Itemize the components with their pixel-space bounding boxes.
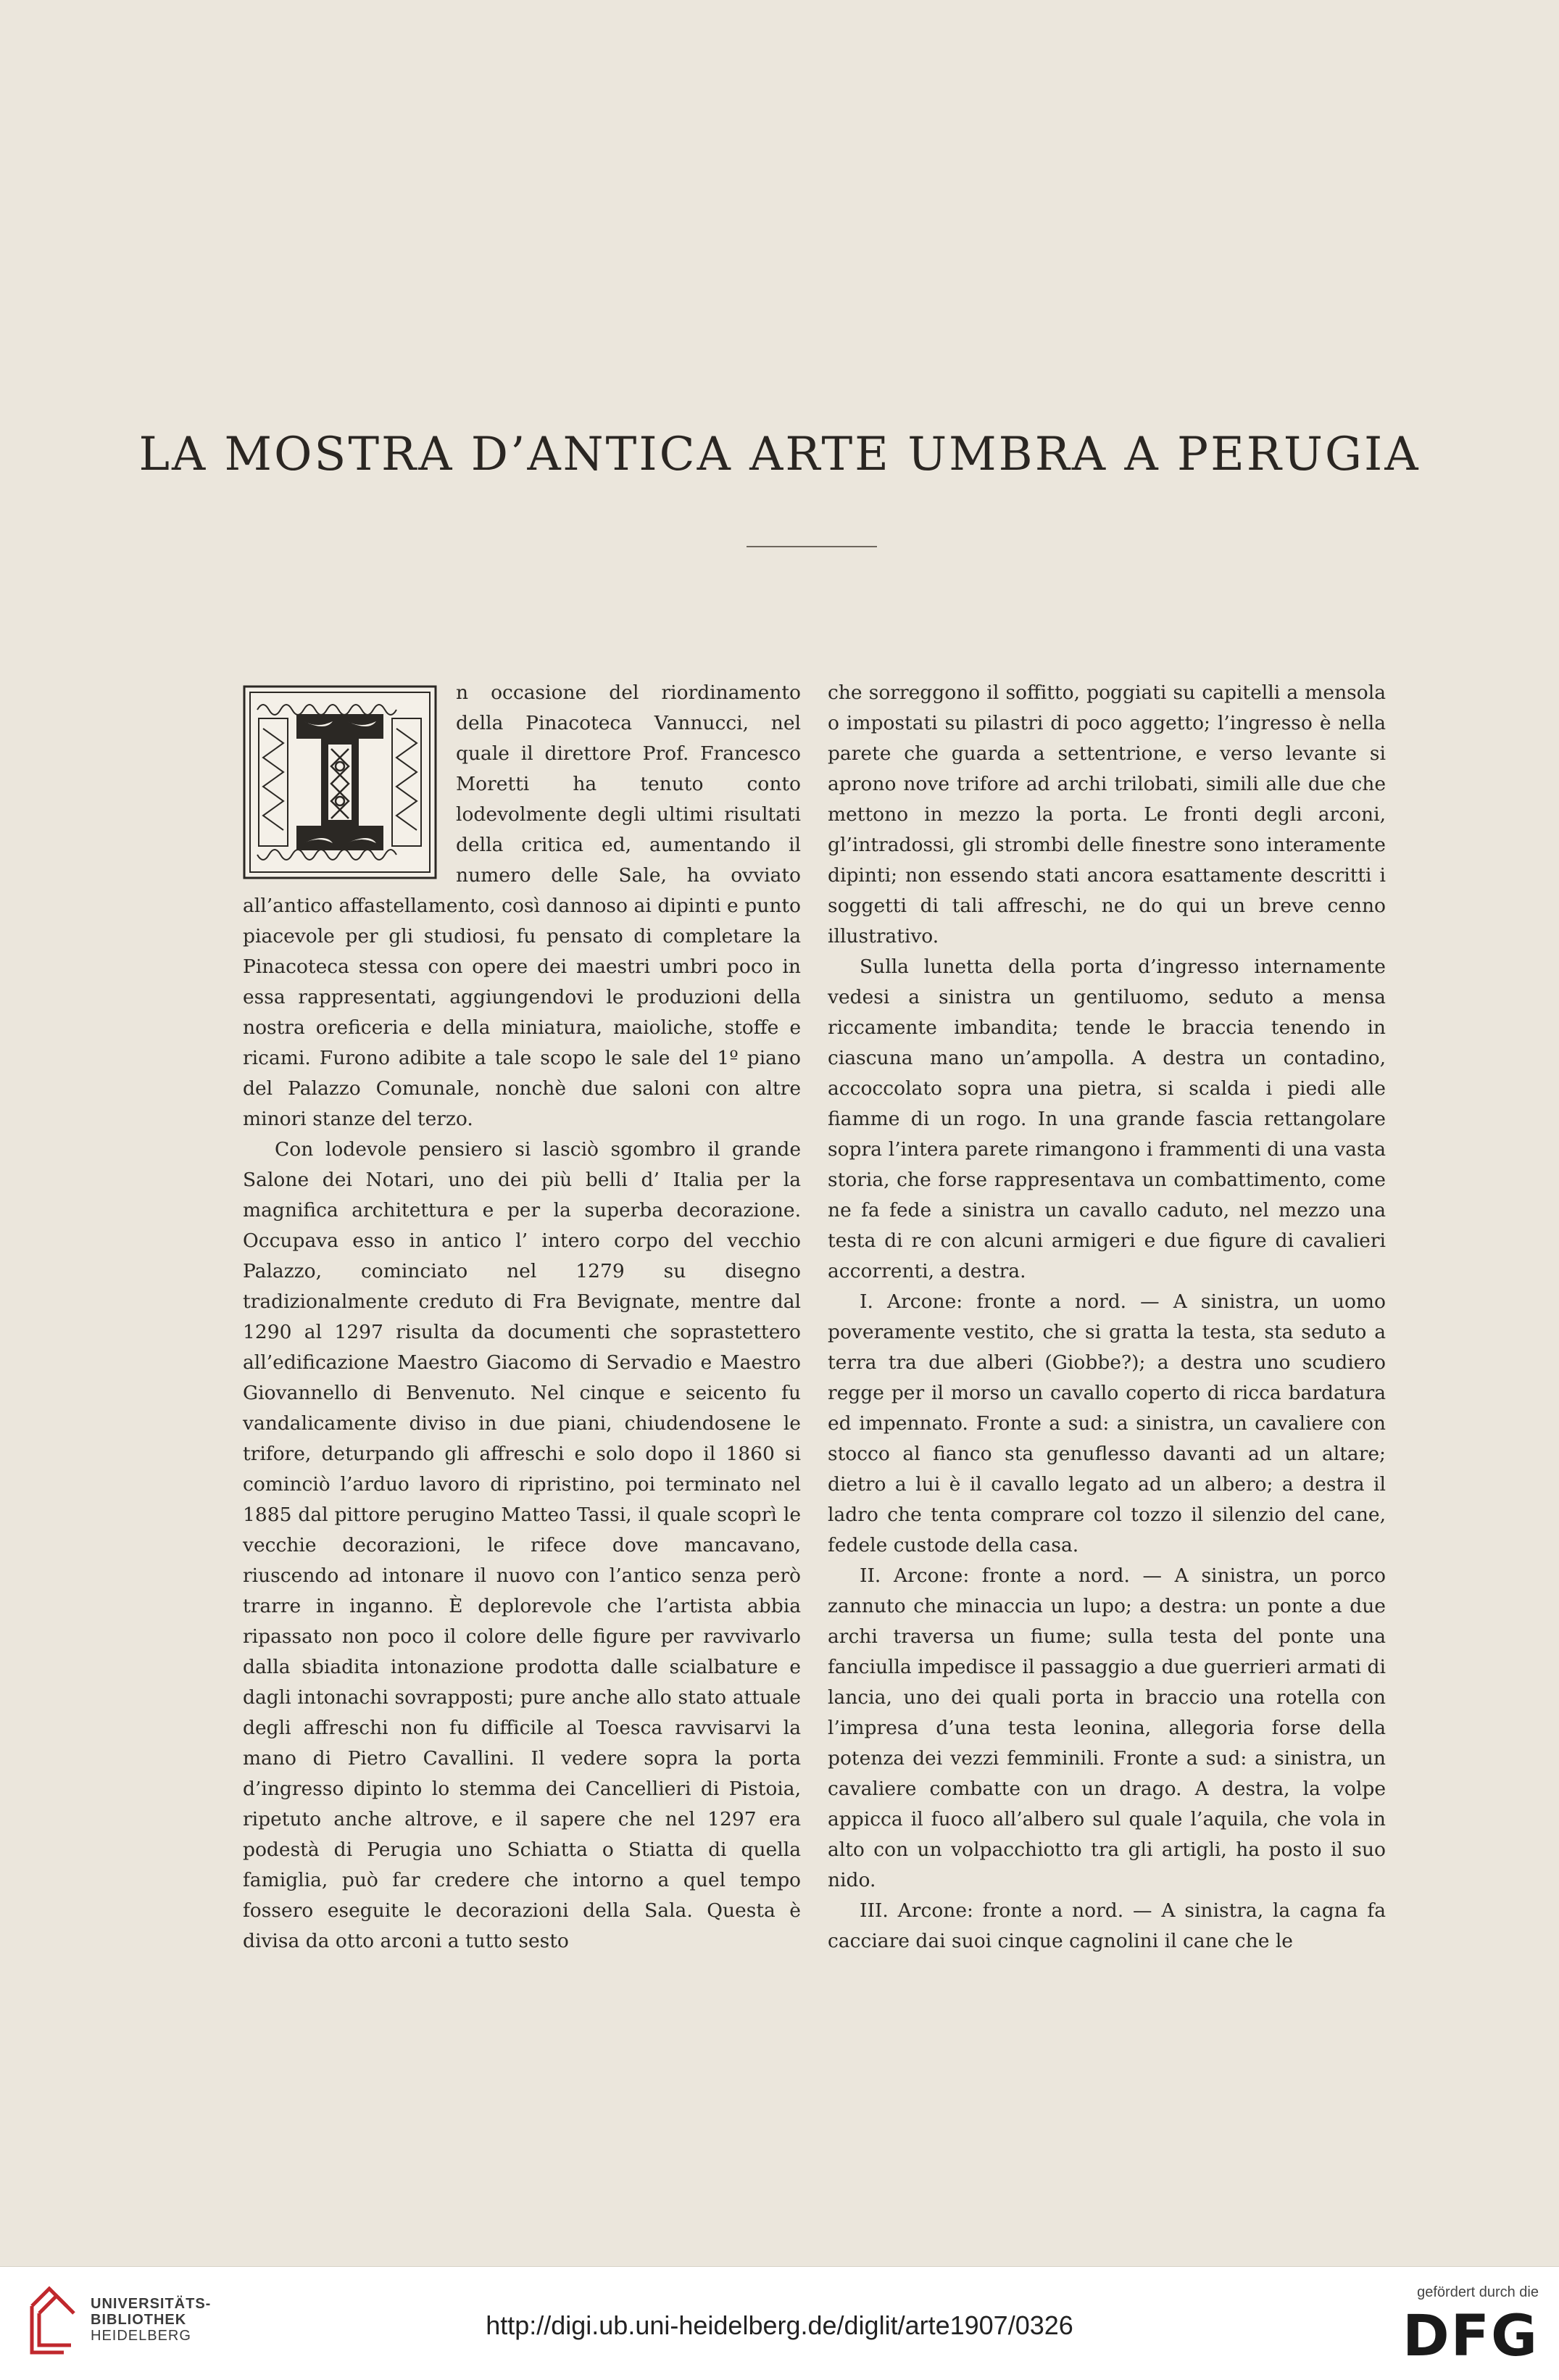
paragraph: n occasione del riordinamento della Pinacoteca Vannucci, nel quale il direttore Prof. Francesco Moretti ha tenuto conto lodevolmente degli ultimi risultati della critica ed, aumentando il numero delle Sale, ha ovviato all’antico affastellamento, così dannoso ai dipinti e punto piacevole per gli studiosi, fu pensato di completare la Pinacoteca stessa con opere dei maestri umbri poco in essa rappresentati, aggiungendovi le produzioni della nostra oreficeria e della miniatura, maioliche, stoffe e ricami. Furono adibite a tale scopo le sale del 1º piano del Palazzo Comunale, nonchè due saloni con altre minori stanze del terzo. xyxy=(243,681,801,1130)
funding-note: gefördert durch die xyxy=(1417,2284,1539,2300)
source-url-link[interactable]: http://digi.ub.uni-heidelberg.de/diglit/arte1907/0326 xyxy=(486,2310,1073,2340)
paragraph: che sorreggono il soffitto, poggiati su capitelli a mensola o impostati su pilastri di poco aggetto; l’ingresso è nella parete che guarda a settentrione, e verso levante si aprono nove trifore ad archi trilobati, simili alle due che mettono in mezzo la porta. Le fronti degli arconi, gl’intradossi, gli strombi delle finestre sono interamente dipinti; non essendo stati ancora esattamente descritti i soggetti di tali affreschi, ne do qui un breve cenno illustrativo. xyxy=(828,681,1386,948)
library-name-line: HEIDELBERG xyxy=(91,2328,191,2344)
page-title: LA MOSTRA D’ANTICA ARTE UMBRA A PERUGIA xyxy=(138,428,1421,481)
digitization-footer xyxy=(0,2266,1559,2380)
library-name-line: UNIVERSITÄTS- xyxy=(91,2296,212,2312)
library-name-line: BIBLIOTHEK xyxy=(91,2312,187,2328)
paragraph: Sulla lunetta della porta d’ingresso internamente vedesi a sinistra un gentiluomo, seduto a mensa riccamente imbandita; tende le braccia tenendo in ciascuna mano un’ampolla. A destra un contadino, accoccolato sopra una pietra, si scalda i piedi alle fiamme di un rogo. In una grande fascia rettangolare sopra l’intera parete rimangono i frammenti di una vasta storia, che forse rappresentava un combattimento, come ne fa fede a sinistra un cavallo caduto, nel mezzo una testa di re con alcuni armigeri e due figure di cavalieri accorrenti, a destra. xyxy=(828,955,1386,1282)
paragraph: II. Arcone: fronte a nord. — A sinistra, un porco zannuto che minaccia un lupo; a destra: un ponte a due archi traversa un fiume; sulla testa del ponte una fanciulla impedisce il passaggio a due guerrieri armati di lancia, uno dei quali porta in braccio una rotella con l’impresa d’una testa leonina, allegoria forse della potenza dei vezzi femminili. Fronte a sud: a sinistra, un cavaliere combatte con un drago. A destra, la volpe appicca il fuoco all’albero sul quale l’aquila, che vola in alto con un volpacchiotto tra gli artigli, ha posto il suo nido. xyxy=(828,1564,1386,1891)
title-divider xyxy=(747,546,877,547)
left-text-column xyxy=(243,678,801,1957)
paragraph: I. Arcone: fronte a nord. — A sinistra, un uomo poveramente vestito, che si gratta la testa, sta seduto a terra tra due alberi (Giobbe?); a destra uno scudiero regge per il morso un cavallo coperto di ricca bardatura ed impennato. Fronte a sud: a sinistra, un cavaliere con stocco al fianco sta genuflesso davanti ad un altare; dietro a lui è il cavallo legato ad un albero; a destra il ladro che tenta comprare col tozzo il silenzio del cane, fedele custode della casa. xyxy=(828,1290,1386,1556)
paragraph: Con lodevole pensiero si lasciò sgombro il grande Salone dei Notari, uno dei più belli d’ Italia per la magnifica architettura e per la superba decorazione. Occupava esso in antico l’ intero corpo del vecchio Palazzo, cominciato nel 1279 su disegno tradizionalmente creduto di Fra Bevignate, mentre dal 1290 al 1297 risulta da documenti che soprastettero all’edificazione Maestro Giacomo di Servadio e Maestro Giovannello di Benvenuto. Nel cinque e seicento fu vandalicamente diviso in due piani, chiudendosene le trifore, deturpando gli affreschi e solo dopo il 1860 si cominciò l’arduo lavoro di ripristino, poi terminato nel 1885 dal pittore perugino Matteo Tassi, il quale scoprì le vecchie decorazioni, le rifece dove mancavano, riuscendo ad intonare il nuovo con l’antico senza però trarre in inganno. È deplorevole che l’artista abbia ripassato non poco il colore delle figure per ravvivarlo dalla sbiadita intonazione prodotta dalle scialbature e dagli intonachi sovrapposti; pure anche allo stato attuale degli affreschi non fu difficile al Toesca ravvisarvi la mano di Pietro Cavallini. Il vedere sopra la porta d’ingresso dipinto lo stemma dei Cancellieri di Pistoia, ripetuto anche altrove, e il sapere che nel 1297 era podestà di Perugia uno Schiatta o Stiatta di quella famiglia, può far credere che intorno a quel tempo fossero eseguite le decorazioni della Sala. Questa è divisa da otto arconi a tutto sesto xyxy=(243,1138,801,1952)
right-text-column xyxy=(828,678,1386,1957)
decorated-initial-icon xyxy=(243,685,437,879)
dfg-logo: DFG xyxy=(1402,2304,1539,2369)
paragraph: III. Arcone: fronte a nord. — A sinistra, la cagna fa cacciare dai suoi cinque cagnolini il cane che le xyxy=(828,1899,1386,1952)
